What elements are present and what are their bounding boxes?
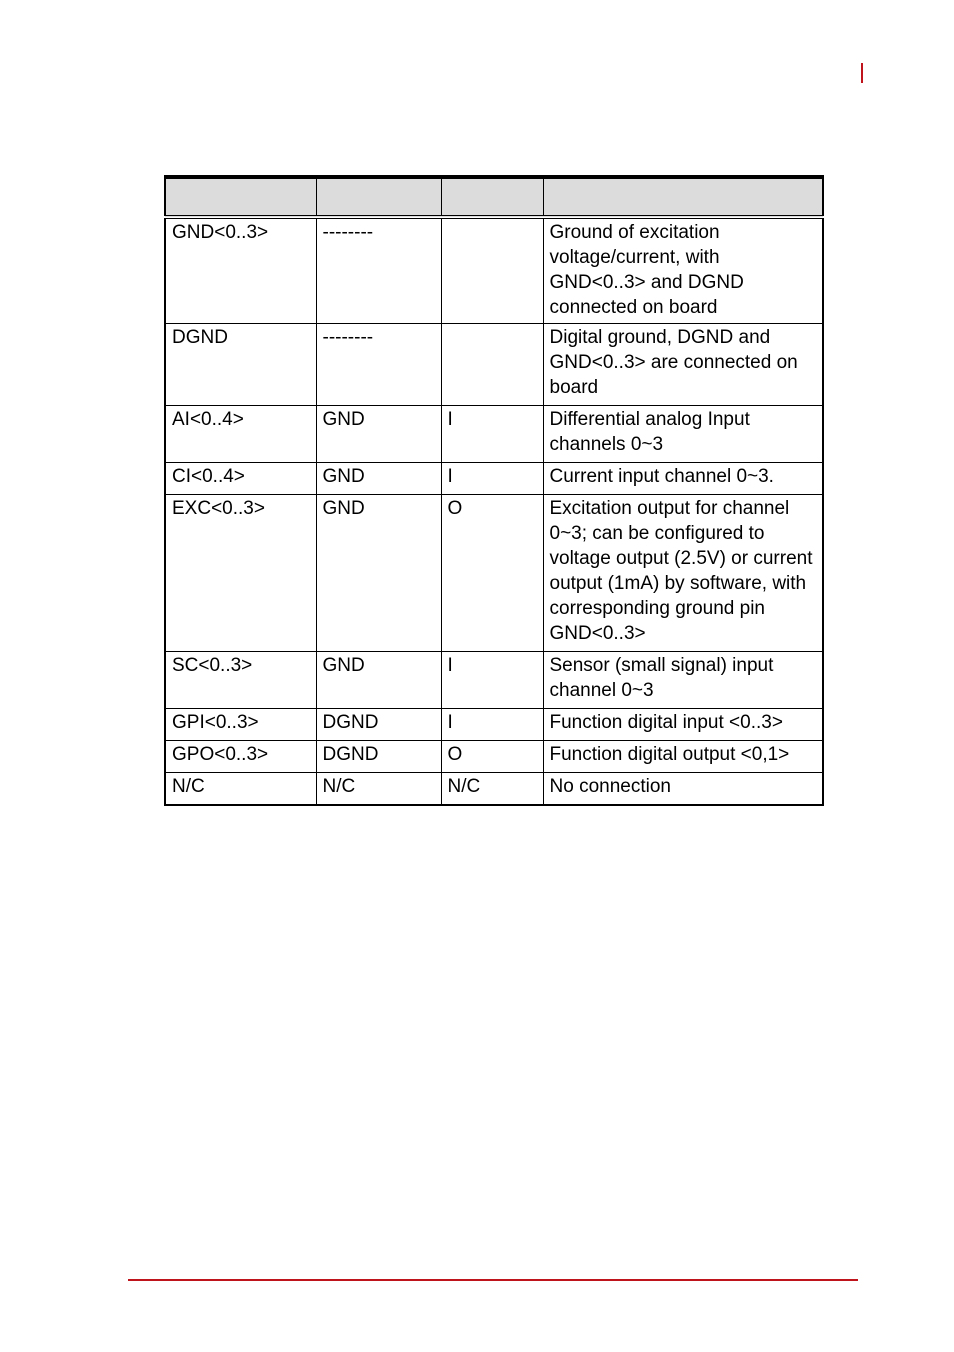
table-row bbox=[165, 217, 823, 324]
header-direction bbox=[441, 177, 543, 217]
cell-signal: EXC<0..3> bbox=[165, 495, 316, 652]
cell-description: Current input channel 0~3. bbox=[543, 463, 823, 495]
table-row bbox=[165, 495, 823, 652]
cell-description: Ground of excitation voltage/current, with GND<0..3> and DGND connected on board bbox=[543, 217, 823, 324]
cell-description: Differential analog Input channels 0~3 bbox=[543, 406, 823, 463]
cell-reference: DGND bbox=[316, 709, 441, 741]
cell-description: Function digital input <0..3> bbox=[543, 709, 823, 741]
cell-description: Sensor (small signal) input channel 0~3 bbox=[543, 652, 823, 709]
cell-description: No connection bbox=[543, 773, 823, 806]
header-signal-name bbox=[165, 177, 316, 217]
cell-reference: GND bbox=[316, 652, 441, 709]
cell-direction bbox=[441, 324, 543, 406]
cell-direction: I bbox=[441, 406, 543, 463]
cell-reference: GND bbox=[316, 406, 441, 463]
cell-description: Digital ground, DGND and GND<0..3> are connected on board bbox=[543, 324, 823, 406]
cell-direction: I bbox=[441, 709, 543, 741]
table-row bbox=[165, 463, 823, 495]
cell-signal: DGND bbox=[165, 324, 316, 406]
cell-reference: GND bbox=[316, 463, 441, 495]
cell-direction bbox=[441, 217, 543, 324]
cell-signal: AI<0..4> bbox=[165, 406, 316, 463]
table-row bbox=[165, 773, 823, 806]
header-description bbox=[543, 177, 823, 217]
table-row bbox=[165, 324, 823, 406]
table-header-row bbox=[165, 177, 823, 217]
cell-signal: SC<0..3> bbox=[165, 652, 316, 709]
signal-description-table bbox=[164, 175, 824, 806]
table-row bbox=[165, 406, 823, 463]
signal-description-table-container bbox=[164, 175, 822, 806]
cell-direction: N/C bbox=[441, 773, 543, 806]
cell-signal: N/C bbox=[165, 773, 316, 806]
cell-direction: I bbox=[441, 652, 543, 709]
cell-direction: O bbox=[441, 741, 543, 773]
cell-signal: GPI<0..3> bbox=[165, 709, 316, 741]
table-row bbox=[165, 652, 823, 709]
cell-description: Excitation output for channel 0~3; can be configured to voltage output (2.5V) or current output (1mA) by software, with corresponding ground pin GND<0..3> bbox=[543, 495, 823, 652]
table-row bbox=[165, 741, 823, 773]
cell-reference: GND bbox=[316, 495, 441, 652]
cell-reference: N/C bbox=[316, 773, 441, 806]
cell-description: Function digital output <0,1> bbox=[543, 741, 823, 773]
cell-direction: O bbox=[441, 495, 543, 652]
header-reference bbox=[316, 177, 441, 217]
cell-direction: I bbox=[441, 463, 543, 495]
cell-reference: -------- bbox=[316, 217, 441, 324]
header-corner-mark bbox=[861, 63, 863, 83]
cell-signal: CI<0..4> bbox=[165, 463, 316, 495]
cell-signal: GND<0..3> bbox=[165, 217, 316, 324]
cell-reference: -------- bbox=[316, 324, 441, 406]
table-row bbox=[165, 709, 823, 741]
cell-reference: DGND bbox=[316, 741, 441, 773]
footer-rule bbox=[128, 1279, 858, 1281]
cell-signal: GPO<0..3> bbox=[165, 741, 316, 773]
